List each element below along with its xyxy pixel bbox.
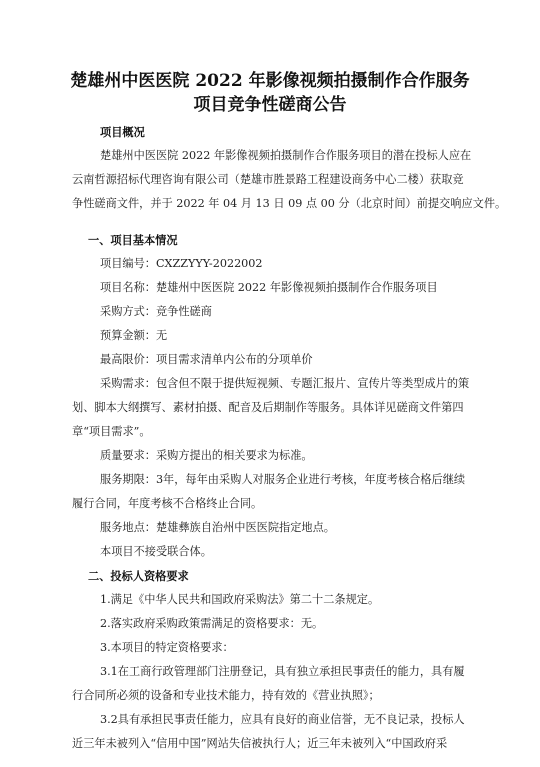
section-1-heading: 一、项目基本情况 [88,233,178,247]
project-name: 项目名称：楚雄州中医医院 2022 年影像视频拍摄制作合作服务项目 [100,281,438,294]
body-line: 章“项目需求”。 [72,425,151,438]
service-location: 服务地点：楚雄彝族自治州中医医院指定地点。 [100,521,335,534]
procurement-method: 采购方式：竞争性磋商 [100,305,212,318]
price-ceiling: 最高限价：项目需求清单内公布的分项单价 [100,353,313,366]
consortium-note: 本项目不接受联合体。 [100,545,212,558]
document-title-line-2: 项目竞争性磋商公告 [193,95,347,115]
document-title-line-1: 楚雄州中医医院 2022 年影像视频拍摄制作合作服务 [70,71,470,91]
body-line: 楚雄州中医医院 2022 年影像视频拍摄制作合作服务项目的潜在投标人应在 [100,149,472,162]
section-overview-heading: 项目概况 [100,125,145,139]
budget-amount: 预算金额：无 [100,329,168,342]
body-line: 行合同所必须的设备和专业技术能力，持有效的《营业执照》； [72,689,380,702]
procurement-demand: 采购需求：包含但不限于提供短视频、专题汇报片、宣传片等类型成片的策 [100,377,470,390]
body-line: 划、脚本大纲撰写、素材拍摄、配音及后期制作等服务。具体详见磋商文件第四 [72,401,464,414]
quality-requirement: 质量要求：采购方提出的相关要求为标准。 [100,449,313,462]
requirement-1: 1.满足《中华人民共和国政府采购法》第二十二条规定。 [100,593,380,606]
requirement-3-2: 3.2具有承担民事责任能力，应具有良好的商业信誉，无不良记录，投标人 [100,713,465,726]
project-number: 项目编号：CXZZYYY-2022002 [100,257,263,270]
body-line: 争性磋商文件，并于 2022 年 04 月 13 日 09 点 00 分（北京时间）前提交响应文件。 [72,197,507,210]
service-period: 服务期限：3年，每年由采购人对服务企业进行考核，年度考核合格后继续 [100,473,466,486]
body-line: 近三年未被列入“信用中国”网站失信被执行人；近三年未被列入“中国政府采 [72,737,448,750]
body-line: 云南哲源招标代理咨询有限公司（楚雄市胜景路工程建设商务中心二楼）获取竞 [72,173,464,186]
section-2-heading: 二、投标人资格要求 [88,569,189,583]
requirement-3-1: 3.1在工商行政管理部门注册登记，具有独立承担民事责任的能力，具有履 [100,665,465,678]
requirement-3: 3.本项目的特定资格要求： [100,641,234,654]
requirement-2: 2.落实政府采购政策需满足的资格要求：无。 [100,617,324,630]
body-line: 履行合同，年度考核不合格终止合同。 [72,497,263,510]
